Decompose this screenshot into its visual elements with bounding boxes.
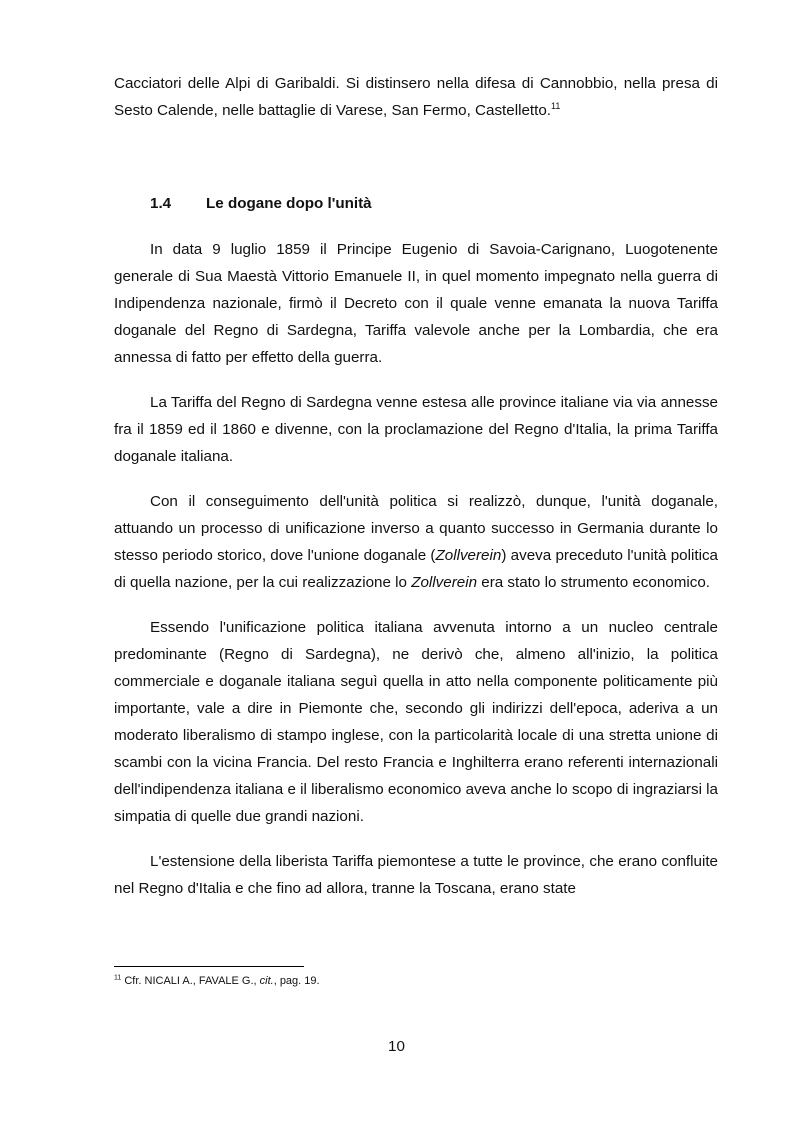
page-number: 10 [388,1038,405,1055]
paragraph-2: La Tariffa del Regno di Sardegna venne estesa alle province italiane via via annesse fra il 1859 ed il 1860 e divenne, con la proclamazione del Regno d'Italia, la prima Tariffa doganale italiana. [114,394,718,465]
section-number: 1.4 [150,195,172,212]
zollverein-term: Zollverein [411,574,478,591]
footnote-text-b: , pag. 19. [273,975,320,987]
footnote [114,974,320,988]
paragraph-3-part-b: ) aveva preceduto l'unità politica di quella nazione, per la cui realizzazione lo [114,547,719,591]
footnote-cit: cit. [259,975,274,987]
paragraph-3-part-a: Con il conseguimento dell'unità politica si realizzò, dunque, l'unità doganale, attuando un processo di unificazione inverso a quanto successo in Germania durante lo stesso periodo storico, dove l'unione doganale ( [114,493,718,564]
paragraph-3-part-c: era stato lo strumento economico. [477,574,711,591]
intro-text: Cacciatori delle Alpi di Garibaldi. Si distinsero nella difesa di Cannobbio, nella presa di Sesto Calende, nelle battaglie di Varese, San Fermo, Castelletto. [114,75,718,119]
paragraph-4: Essendo l'unificazione politica italiana avvenuta intorno a un nucleo centrale predominante (Regno di Sardegna), ne derivò che, almeno all'inizio, la politica commerciale e doganale italiana seguì quella in atto nella componente politicamente più importante, vale a dire in Piemonte che, secondo gli indirizzi dell'epoca, aderiva a un moderato liberalismo di stampo inglese, con la particolarità locale di una stretta unione di scambi con la vicina Francia. Del resto Francia e Inghilterra erano referenti internazionali dell'indipendenza italiana e il liberalismo economico aveva anche lo scopo di ingraziarsi la simpatia di quelle due grandi nazioni. [114,619,718,825]
page-body [114,70,718,902]
footnote-number: 11 [114,974,122,982]
paragraph-5: L'estensione della liberista Tariffa piemontese a tutte le province, che erano confluite nel Regno d'Italia e che fino ad allora, tranne la Toscana, erano state [114,853,718,897]
paragraph-1: In data 9 luglio 1859 il Principe Eugenio di Savoia-Carignano, Luogotenente generale di Sua Maestà Vittorio Emanuele II, in quel momento impegnato nella guerra di Indipendenza nazionale, firmò il Decreto con il quale venne emanata la nuova Tariffa doganale del Regno di Sardegna, Tariffa valevole anche per la Lombardia, che era annessa di fatto per effetto della guerra. [114,241,718,366]
paragraph-3 [114,488,718,596]
footnote-text-a: Cfr. NICALI A., FAVALE G., [121,975,260,987]
section-title: Le dogane dopo l'unità [206,195,372,212]
zollverein-term: Zollverein [435,547,502,564]
footnote-ref[interactable]: 11 [551,100,561,111]
footnote-divider [114,966,304,967]
section-heading [114,190,718,217]
intro-paragraph [114,70,718,124]
